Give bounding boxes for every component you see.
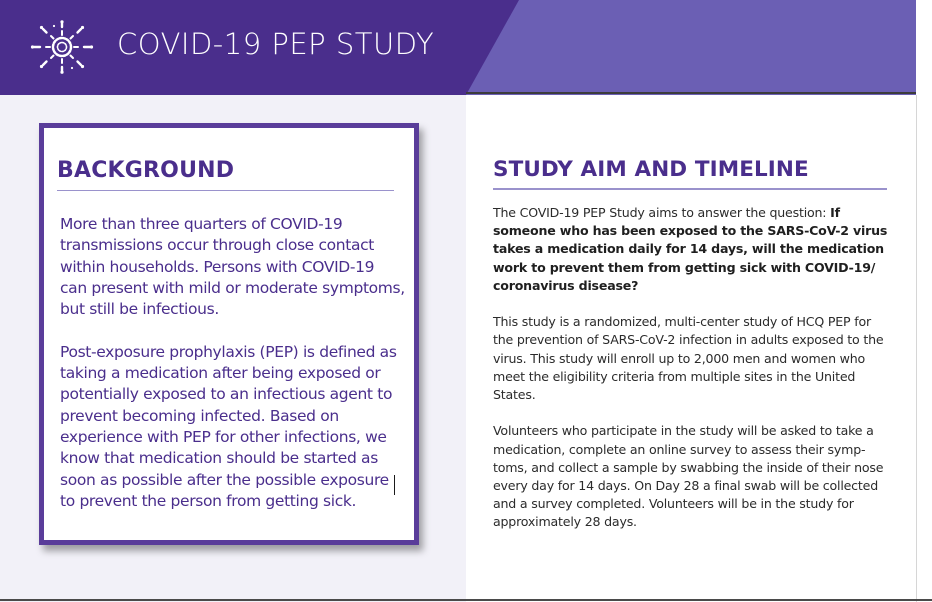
study-aim-heading-rule bbox=[493, 188, 887, 190]
study-aim-paragraph-1 bbox=[493, 204, 893, 295]
background-heading: BACKGROUND bbox=[57, 158, 235, 183]
background-heading-rule bbox=[57, 190, 394, 191]
background-card bbox=[39, 123, 419, 545]
background-paragraph-2: Post-exposure prophylaxis (PEP) is defined as taking a medication after being exposed or potentially exposed to an infectious agent to prevent becoming infected. Based on experience with PEP for other infections, we know that medication should be started as soon as possible after the possible exposure to prevent the person from getting sick. bbox=[60, 342, 397, 510]
text-cursor bbox=[394, 475, 395, 495]
header-banner bbox=[0, 0, 932, 95]
study-aim-paragraph-2: This study is a randomized, multi-center study of HCQ PEP for the prevention of SARS-CoV-2 infection in adults exposed to the virus. This study will enroll up to 2,000 men and women who meet the eligibility criteria from multiple sites in the United States. bbox=[493, 314, 884, 403]
study-aim-question: If someone who has been exposed to the SARS-CoV-2 virus takes a medication daily for 14 days, will the medication work to prevent them from getting sick with COVID-19/ coronavirus disease? bbox=[493, 205, 888, 293]
study-aim-intro: The COVID-19 PEP Study aims to answer the question: bbox=[493, 205, 831, 220]
page-right-edge bbox=[916, 95, 917, 602]
study-aim-heading: STUDY AIM AND TIMELINE bbox=[493, 157, 809, 182]
page-title: COVID-19 PEP STUDY bbox=[117, 27, 435, 61]
virus-icon bbox=[30, 20, 94, 74]
background-text[interactable] bbox=[60, 214, 405, 512]
study-aim-paragraph-3: Volunteers who participate in the study will be asked to take a medication, complete an online survey to assess their symp-toms, and collect a sample by swabbing the inside of their nose every day for 14 days. On Day 28 a final swab will be collected and a survey completed. Volunteers will be in the study for approximately 28 days. bbox=[493, 423, 884, 530]
page-bottom-edge bbox=[0, 599, 932, 601]
study-aim-text bbox=[493, 204, 893, 532]
background-paragraph-1: More than three quarters of COVID-19 transmissions occur through close contact within households. Persons with COVID-19 can present with mild or moderate symptoms, but still be infectious. bbox=[60, 215, 405, 319]
banner-right-edge bbox=[916, 0, 932, 95]
banner-bottom-rule bbox=[466, 92, 916, 94]
study-aim-section bbox=[493, 155, 893, 530]
